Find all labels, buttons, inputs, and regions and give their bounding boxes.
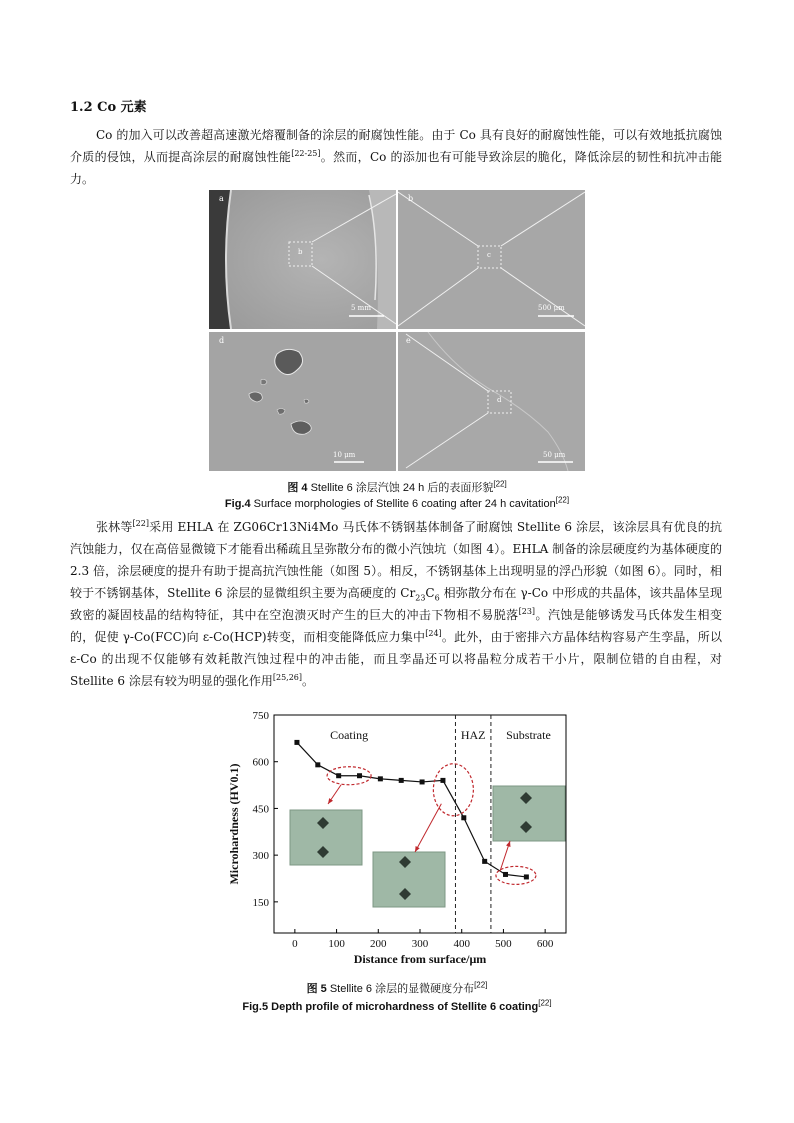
sem-panel-e: [398, 332, 585, 471]
para2-text: C: [425, 586, 435, 600]
figure-5-caption-cn: [0, 980, 794, 996]
x-tick-label: 400: [453, 938, 470, 950]
section-heading: 1.2 Co 元素: [70, 100, 147, 115]
data-point: [399, 778, 404, 783]
data-point: [336, 773, 341, 778]
citation[interactable]: [22-25]: [291, 149, 321, 158]
citation[interactable]: [22]: [493, 479, 507, 489]
region-label: Coating: [330, 728, 369, 742]
region-label: Substrate: [506, 728, 551, 742]
x-tick-label: 300: [411, 938, 429, 950]
microhardness-chart: [210, 706, 590, 976]
panel-marker: d: [497, 396, 502, 404]
paragraph-intro: [70, 124, 722, 190]
para1-text-b: 。然而，Co 的添加也有可能导致涂层的脆化，降低涂层的韧性和抗冲击能力。: [70, 150, 722, 186]
data-point: [315, 762, 320, 767]
paragraph-stellite: [70, 516, 722, 692]
panel-letter: e: [406, 336, 411, 345]
sem-panel-d: [209, 332, 396, 471]
caption-text: Stellite 6 涂层汽蚀 24 h 后的表面形貌: [310, 482, 494, 494]
data-point: [357, 773, 362, 778]
citation[interactable]: [24]: [425, 629, 442, 638]
x-axis-label: Distance from surface/μm: [353, 952, 487, 966]
y-axis-label: Microhardness (HV0.1): [227, 763, 241, 885]
caption-text: Stellite 6 涂层的显微硬度分布: [329, 983, 475, 995]
data-point: [482, 859, 487, 864]
figure-4-caption-cn: [0, 479, 794, 495]
panel-letter: d: [219, 336, 225, 345]
data-point: [524, 874, 529, 879]
para2-text: 。汽蚀是能够诱发马氏体发生相变的，促使 γ-Co(FCC)向 ε-Co(HCP)转变，而相变能降低应力集中: [70, 608, 722, 644]
x-tick-label: 0: [292, 938, 298, 950]
citation[interactable]: [23]: [518, 607, 536, 616]
region-label: HAZ: [460, 728, 486, 742]
scale-bar-label: 10 μm: [333, 451, 356, 459]
figure-5-caption-en: [0, 998, 794, 1013]
x-tick-label: 600: [536, 938, 554, 950]
subscript: 23: [415, 593, 426, 603]
data-point: [378, 776, 383, 781]
citation[interactable]: [22]: [132, 519, 149, 528]
panel-letter: b: [408, 194, 414, 203]
data-point: [461, 815, 466, 820]
panel-marker: b: [298, 248, 303, 256]
data-point: [420, 779, 425, 784]
x-tick-label: 100: [328, 938, 345, 950]
caption-text: Depth profile of microhardness of Stellite 6 coating: [271, 1001, 539, 1013]
y-tick-label: 450: [252, 803, 269, 816]
scale-bar-label: 500 μm: [538, 304, 565, 312]
scale-bar-label: 5 mm: [351, 304, 371, 312]
para1-text-a: Co 的加入可以改善超高速激光熔覆制备的涂层的耐腐蚀性能。由于 Co 具有良好的耐腐蚀性能，可以有效地抵抗腐蚀介质的侵蚀，从而提高涂层的耐腐蚀性能: [70, 128, 722, 164]
caption-label: Fig.5: [242, 1001, 269, 1013]
caption-label: 图 5: [306, 983, 327, 995]
y-tick-label: 150: [252, 896, 269, 909]
caption-text: Surface morphologies of Stellite 6 coating after 24 h cavitation: [253, 498, 556, 510]
data-point: [294, 740, 299, 745]
y-tick-label: 300: [252, 850, 269, 863]
highlight-arrow: [415, 804, 441, 852]
indent-inset-image: [290, 810, 362, 865]
para2-text: 。此外，由于密排六方晶体结构容易产生孪晶，所以 ε-Co 的出现不仅能够有效耗散汽蚀过程中的冲击能，而且孪晶还可以将晶粒分成若干小片，限制位错的自由程，对 Stellite 6 涂层有较为明显的强化作用: [70, 630, 722, 688]
para2-text: 张林等: [96, 520, 133, 534]
para2-text: 。: [302, 674, 315, 688]
panel-marker: c: [487, 251, 491, 259]
data-point: [440, 778, 445, 783]
x-tick-label: 200: [370, 938, 387, 950]
indent-inset-image: [493, 786, 565, 841]
sem-panel-b: [398, 190, 585, 329]
subscript: 6: [434, 593, 440, 603]
citation[interactable]: [22]: [474, 980, 488, 990]
caption-label: 图 4: [287, 482, 308, 494]
y-tick-label: 750: [252, 710, 269, 722]
figure-4-caption-en: [0, 495, 794, 510]
para2-text: 采用 EHLA 在 ZG06Cr13Ni4Mo 马氏体不锈钢基体制备了耐腐蚀 Stellite 6 涂层，该涂层具有优良的抗汽蚀能力，仅在高倍显微镜下才能看出稀疏且呈弥散分布的微小汽蚀坑（如图 4）。EHLA 制备的涂层硬度约为基体硬度的 2.3 倍，涂层硬度的提升有助于提高抗汽蚀性能（如图 5）。相反，不锈钢基体上出现明显的浮凸形貌（如图 6）。同时，相较于不锈钢基体，Stellite 6 涂层的显微组织主要为高硬度的 Cr: [70, 520, 722, 600]
sem-panel-a: [209, 190, 396, 329]
citation[interactable]: [25,26]: [272, 673, 303, 682]
data-point: [503, 872, 508, 877]
y-tick-label: 600: [252, 756, 269, 769]
x-tick-label: 500: [495, 938, 512, 950]
panel-letter: a: [219, 194, 224, 203]
caption-label: Fig.4: [224, 498, 251, 510]
para2-text: 相弥散分布在 γ-Co 中形成的共晶体，该共晶体呈现致密的凝固枝晶的结构特征，其中在空泡溃灭时产生的巨大的冲击下物相不易脱落: [70, 586, 722, 622]
citation[interactable]: [22]: [538, 998, 552, 1008]
scale-bar-label: 50 μm: [543, 451, 566, 459]
citation[interactable]: [22]: [555, 495, 570, 505]
arrow-head: [506, 841, 510, 847]
arrow-head: [328, 798, 333, 804]
